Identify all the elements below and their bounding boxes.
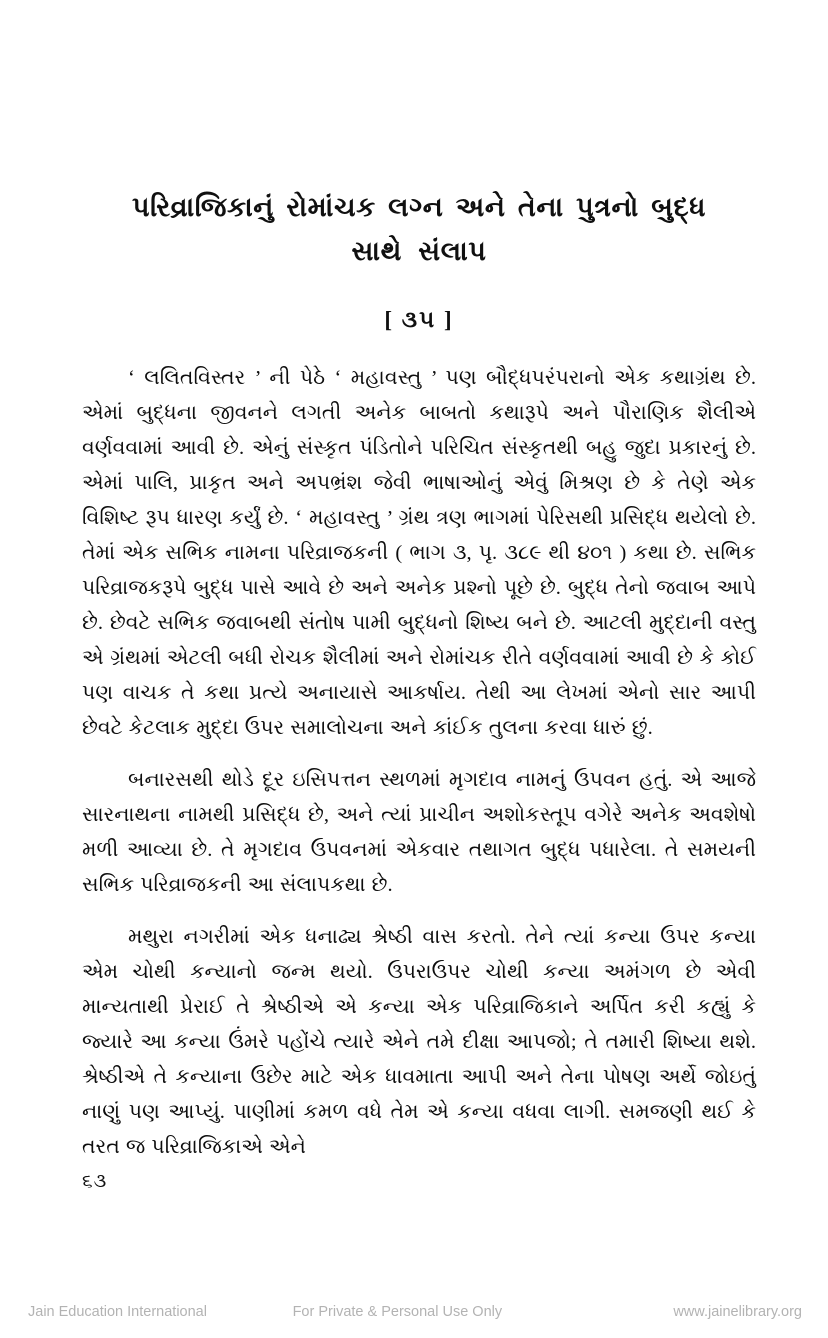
paragraph: મથુરા નગરીમાં એક ધનાઢ્ય શ્રેષ્ઠી વાસ કરતો. તેને ત્યાં કન્યા ઉપર કન્યા એમ ચોથી કન્યાનો જન્મ થયો. ઉપરાઉપર ચોથી કન્યા અમંગળ છે એવી માન્યતાથી પ્રેરાઈ તે શ્રેષ્ઠીએ એ કન્યા એક પરિવ્રાજિકાને અર્પિત કરી કહ્યું કે જ્યારે આ કન્યા ઉંમરે પહોંચે ત્યારે એને તમે દીક્ષા આપજો; તે તમારી શિષ્યા થશે. શ્રેષ્ઠીએ તે કન્યાના ઉછેર માટે એક ધાવમાતા આપી અને તેના પોષણ અર્થે જોઇતું નાણું પણ આપ્યું. પાણીમાં કમળ વધે તેમ એ કન્યા વધવા લાગી. સમજણી થઈ કે તરત જ પરિવ્રાજિકાએ એને: [82, 926, 756, 1158]
footer-organization: Jain Education International: [28, 1303, 207, 1320]
body-text: [82, 361, 756, 1165]
folio-number: ૬૩: [82, 1171, 108, 1192]
title-line-1: પરિવ્રાજિકાનું રોમાંચક લગ્ન અને તેના પુત્રનો બુદ્ધ: [131, 192, 707, 222]
title-line-2: સાથે સંલાપ: [351, 236, 487, 266]
page-content-column: [82, 0, 756, 1193]
paragraph: બનારસથી થોડે દૂર ઇસિપત્તન સ્થળમાં મૃગદાવ નામનું ઉપવન હતું. એ આજે સારનાથના નામથી પ્રસિદ્ધ છે, અને ત્યાં પ્રાચીન અશોકસ્તૂપ વગેરે અનેક અવશેષો મળી આવ્યા છે. તે મૃગદાવ ઉપવનમાં એકવાર તથાગત બુદ્ધ પધારેલા. તે સમયની સભિક પરિવ્રાજકની આ સંલાપકથા છે.: [82, 769, 756, 896]
footer-usage-notice: For Private & Personal Use Only: [292, 1303, 503, 1320]
section-number: [ ૩૫ ]: [384, 307, 454, 332]
footer-website-link[interactable]: www.jainelibrary.org: [673, 1303, 802, 1320]
page-title: [82, 185, 756, 273]
watermark-footer: [0, 1285, 828, 1338]
paragraph: ‘ લલિતવિસ્તર ’ ની પેઠે ‘ મહાવસ્તુ ’ પણ બૌદ્ધપરંપરાનો એક કથાગ્રંથ છે. એમાં બુદ્ધના જીવનને લગતી અનેક બાબતો કથારૂપે અને પૌરાણિક શૈલીએ વર્ણવવામાં આવી છે. એનું સંસ્કૃત પંડિતોને પરિચિત સંસ્કૃતથી બહુ જુદા પ્રકારનું છે. એમાં પાલિ, પ્રાકૃત અને અપભ્રંશ જેવી ભાષાઓનું એવું મિશ્રણ છે કે તેણે એક વિશિષ્ટ રૂપ ધારણ કર્યું છે. ‘ મહાવસ્તુ ’ ગ્રંથ ત્રણ ભાગમાં પેરિસથી પ્રસિદ્ધ થયેલો છે. તેમાં એક સભિક નામના પરિવ્રાજકની ( ભાગ ૩, પૃ. ૩૮૯ થી ૪૦૧ ) કથા છે. સભિક પરિવ્રાજકરૂપે બુદ્ધ પાસે આવે છે અને અનેક પ્રશ્નો પૂછે છે. બુદ્ધ તેનો જવાબ આપે છે. છેવટે સભિક જવાબથી સંતોષ પામી બુદ્ધનો શિષ્ય બને છે. આટલી મુદ્દાની વસ્તુ એ ગ્રંથમાં એટલી બધી રોચક શૈલીમાં અને રોમાંચક રીતે વર્ણવવામાં આવી છે કે કોઈ પણ વાચક તે કથા પ્રત્યે અનાયાસે આકર્ષાય. તેથી આ લેખમાં એનો સાર આપી છેવટે કેટલાક મુદ્દા ઉપર સમાલોચના અને કાંઈક તુલના કરવા ધારું છું.: [82, 367, 756, 739]
